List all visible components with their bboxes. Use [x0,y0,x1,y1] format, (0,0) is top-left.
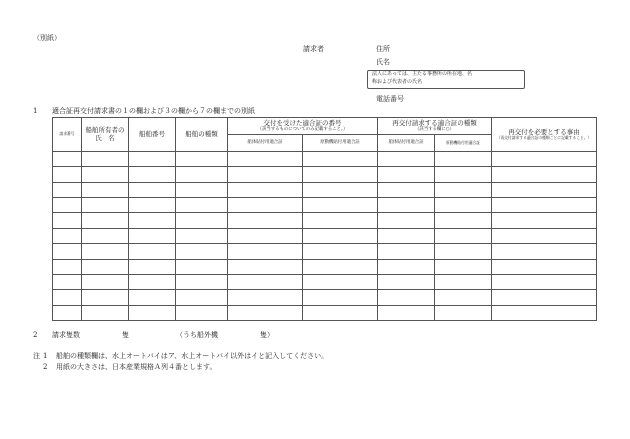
outboard-label: （うち船外機 [176,331,218,339]
table-cell[interactable] [435,305,492,320]
header-issued-note: （該当するものについてのみ記載すること。） [257,127,348,133]
table-cell[interactable] [129,259,176,274]
table-cell[interactable] [129,305,176,320]
table-cell[interactable] [129,152,176,167]
table-cell[interactable] [228,167,303,182]
table-cell[interactable] [435,167,492,182]
table-cell[interactable] [492,305,597,320]
table-cell[interactable] [378,152,435,167]
table-cell[interactable] [53,274,82,289]
table-cell[interactable] [176,290,228,305]
corp-note-line1: 法人にあっては、主たる事務所の所在地、名 [372,71,472,77]
table-cell[interactable] [176,244,228,259]
table-cell[interactable] [82,167,129,182]
table-cell[interactable] [129,213,176,228]
table-cell[interactable] [378,167,435,182]
table-cell[interactable] [435,274,492,289]
table-cell[interactable] [53,244,82,259]
table-cell[interactable] [435,152,492,167]
table-cell[interactable] [82,244,129,259]
table-cell[interactable] [378,305,435,320]
table-cell[interactable] [303,305,378,320]
table-row [53,228,597,243]
table-cell[interactable] [492,228,597,243]
reissue-detail-table [52,117,597,321]
table-cell[interactable] [435,213,492,228]
table-cell[interactable] [129,198,176,213]
table-row [53,152,597,167]
table-cell[interactable] [303,167,378,182]
table-cell[interactable] [303,213,378,228]
table-cell[interactable] [492,213,597,228]
header-reissue-hull: 船体貼付用適合証 [378,135,435,152]
table-cell[interactable] [492,244,597,259]
table-cell[interactable] [492,198,597,213]
table-cell[interactable] [303,152,378,167]
table-cell[interactable] [53,213,82,228]
note-2-number: 2 [43,363,48,371]
table-cell[interactable] [228,259,303,274]
header-reason-note: （再交付請求する適合証の種類ごとに記載すること。） [496,135,592,141]
table-row [53,182,597,197]
table-cell[interactable] [303,228,378,243]
table-cell[interactable] [492,259,597,274]
table-row [53,167,597,182]
section1-title: 適合証再交付請求書の１の欄および３の欄から７の欄までの別紙 [52,107,255,115]
table-cell[interactable] [303,244,378,259]
header-owner: 船舶所有者の 氏 名 [82,118,129,152]
table-cell[interactable] [176,213,228,228]
table-cell[interactable] [435,244,492,259]
table-cell[interactable] [492,274,597,289]
header-reissue-note: （該当する欄に○） [415,127,454,133]
table-cell[interactable] [228,244,303,259]
table-cell[interactable] [303,182,378,197]
table-cell[interactable] [228,274,303,289]
table-cell[interactable] [82,213,129,228]
table-row [53,290,597,305]
section2-label: 請求隻数 [52,331,80,339]
header-issued-engine: 原動機貼付用適合証 [303,135,378,152]
table-cell[interactable] [228,290,303,305]
annex-label: （別紙） [33,34,61,42]
table-cell[interactable] [378,274,435,289]
note-1-text: 船舶の種類欄は、水上オートバイはア、水上オートバイ以外はイと記入してください。 [56,352,329,360]
table-cell[interactable] [82,152,129,167]
table-cell[interactable] [129,228,176,243]
table-cell[interactable] [228,182,303,197]
table-cell[interactable] [435,228,492,243]
header-reason [492,118,597,152]
table-cell[interactable] [492,182,597,197]
table-cell[interactable] [303,198,378,213]
notes-label: 注 [33,352,40,360]
header-reason-title: 再交付を必要とする事由 [508,127,580,136]
table-cell[interactable] [176,198,228,213]
table-cell[interactable] [129,244,176,259]
header-request-no: 請求番号 [53,118,82,152]
address-label: 住所 [376,45,390,53]
phone-label: 電話番号 [376,95,404,103]
table-cell[interactable] [176,152,228,167]
header-issued-title: 交付を受けた適合証の番号 [263,118,342,127]
table-cell[interactable] [378,198,435,213]
table-cell[interactable] [228,228,303,243]
table-cell[interactable] [53,259,82,274]
table-cell[interactable] [82,290,129,305]
table-cell[interactable] [129,182,176,197]
table-cell[interactable] [435,182,492,197]
table-cell[interactable] [435,198,492,213]
table-cell[interactable] [176,182,228,197]
table-cell[interactable] [378,244,435,259]
table-row [53,274,597,289]
table-cell[interactable] [53,182,82,197]
table-cell[interactable] [82,198,129,213]
table-cell[interactable] [378,259,435,274]
table-cell[interactable] [53,152,82,167]
table-cell[interactable] [492,167,597,182]
table-row [53,259,597,274]
table-cell[interactable] [435,259,492,274]
table-cell[interactable] [82,228,129,243]
table-cell[interactable] [228,152,303,167]
table-cell[interactable] [378,213,435,228]
table-cell[interactable] [435,290,492,305]
note-1-number: 1 [43,352,48,360]
table-cell[interactable] [82,259,129,274]
table-row [53,198,597,213]
section2-unit: 隻 [122,331,129,339]
table-cell[interactable] [82,182,129,197]
table-row [53,213,597,228]
header-reissue-engine: 原動機貼付用適合証 [435,135,492,152]
header-issued-hull: 船体貼付用適合証 [228,135,303,152]
table-cell[interactable] [129,290,176,305]
table-cell[interactable] [176,274,228,289]
section1-number: 1 [33,107,38,115]
header-ship-no: 船舶番号 [129,118,176,152]
name-label: 氏名 [376,58,390,66]
table-cell[interactable] [53,198,82,213]
applicant-label: 請求者 [303,45,324,53]
section2-number: 2 [33,331,38,339]
table-cell[interactable] [378,290,435,305]
header-reissue-title: 再交付請求する適合証の種類 [392,118,477,127]
table-cell[interactable] [378,228,435,243]
table-cell[interactable] [53,167,82,182]
table-cell[interactable] [176,305,228,320]
table-cell[interactable] [492,290,597,305]
table-cell[interactable] [303,290,378,305]
corp-note-line2: 称および代表者の氏名 [372,79,423,85]
header-reissue [378,118,492,135]
table-row [53,305,597,320]
table-cell[interactable] [176,259,228,274]
table-cell[interactable] [303,259,378,274]
table-cell[interactable] [129,167,176,182]
outboard-unit: 隻） [260,331,274,339]
header-ship-type: 船舶の種類 [176,118,228,152]
header-issued [228,118,378,135]
table-cell[interactable] [303,274,378,289]
table-cell[interactable] [176,167,228,182]
table-row [53,244,597,259]
note-2-text: 用紙の大きさは、日本産業規格Ａ列４番とします。 [56,363,217,371]
table-cell[interactable] [228,198,303,213]
table-cell[interactable] [53,290,82,305]
table-cell[interactable] [176,228,228,243]
table-cell[interactable] [53,305,82,320]
table-cell[interactable] [53,228,82,243]
table-cell[interactable] [82,274,129,289]
table-cell[interactable] [492,152,597,167]
table-cell[interactable] [82,305,129,320]
table-cell[interactable] [129,274,176,289]
table-cell[interactable] [228,213,303,228]
table-cell[interactable] [378,182,435,197]
table-body [53,152,597,321]
table-cell[interactable] [228,305,303,320]
